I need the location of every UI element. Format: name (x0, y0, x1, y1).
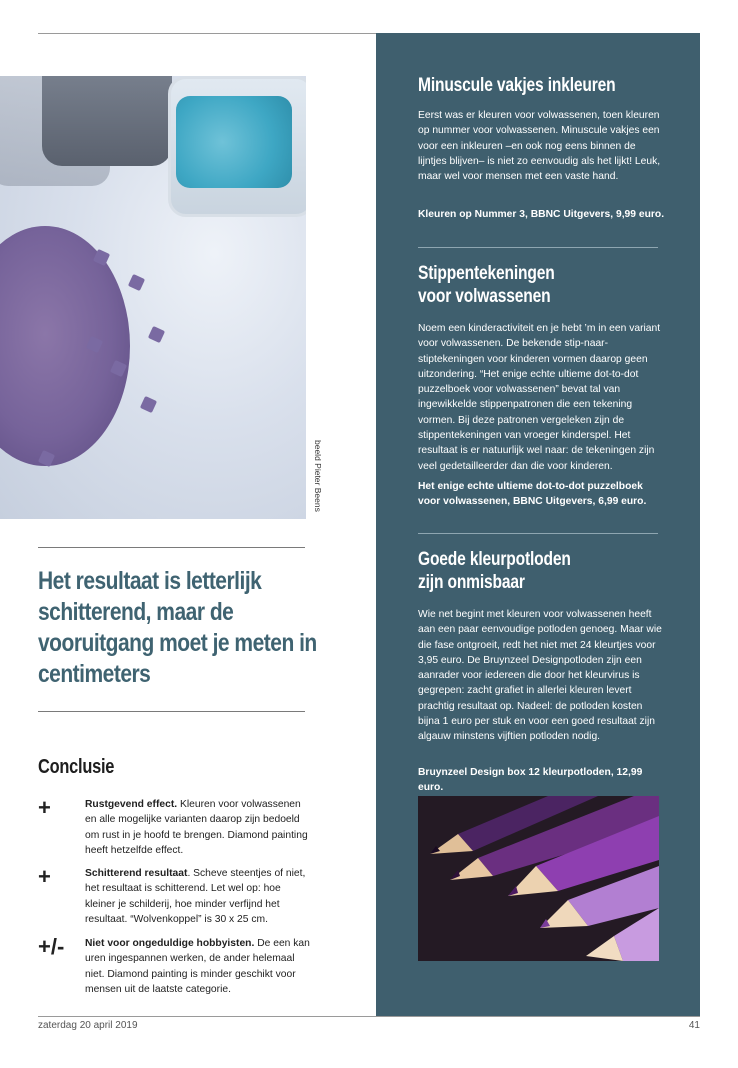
plus-icon: + (38, 864, 51, 889)
plus-minus-icon: +/- (38, 934, 65, 959)
beads-photo (0, 76, 306, 519)
blue-beads-shape (176, 96, 292, 188)
bead (128, 274, 145, 291)
pencils-photo (418, 796, 659, 961)
conclusion-item-text: Rustgevend effect. Kleuren voor volwassenen en alle mogelijke varianten daarop zijn bedoeld om rust in je hoofd te brengen. Diamond painting heeft hetzelfde effect. (85, 799, 308, 856)
pencils-illustration (418, 796, 659, 961)
section-body: Wie net begint met kleuren voor volwassenen heeft aan een paar eenvoudige potloden genoeg. Maar wie die fase ontgroeit, redt het niet met 24 kleurtjes voor 3,95 euro. De Bruynzeel Designpotloden zijn een aanrader voor iedereen die door het kleurvirus is gegrepen: zacht grafiet in allerlei kleuren levert prachtig resultaat op. Nadeel: de potloden kosten bijna 1 euro per stuk en voor een goed resultaat zijn algauw minstens vijftien potloden nodig. (418, 609, 662, 743)
quote-rule-bottom (38, 711, 305, 712)
page-number: 41 (688, 1020, 700, 1031)
section-heading: Minuscule vakjes inkleuren (418, 75, 616, 96)
photo-credit: beeld Pieter Beens (313, 440, 323, 512)
section-caption: Kleuren op Nummer 3, BBNC Uitgevers, 9,99 euro. (418, 209, 665, 220)
conclusion-item-text: Niet voor ongeduldige hobbyisten. De een kan uren ingespannen werken, de ander helemaal niet. Diamond painting is minder geschikt voor mensen uit de laatste categorie. (85, 938, 310, 995)
footer-date: zaterdag 20 april 2019 (38, 1020, 138, 1031)
bead (148, 326, 165, 343)
section-divider (418, 247, 658, 248)
pull-quote: Het resultaat is letterlijk schitterend, maar de vooruitgang moet je meten in centimeters (38, 567, 317, 688)
conclusion-item-text: Schitterend resultaat. Scheve steentjes of niet, het resultaat is schitterend. Let wel op: hoe kleiner je schilderij, hoe minder verfijnd het resultaat. “Wolvenkoppel” is 30 x 25 cm. (85, 868, 306, 925)
section-heading: Goede kleurpotloden zijn onmisbaar (418, 549, 571, 593)
section-heading: Stippentekeningen voor volwassenen (418, 263, 555, 307)
jar-shape (42, 76, 172, 166)
conclusion-heading: Conclusie (38, 756, 115, 778)
section-divider (418, 533, 658, 534)
section-body: Eerst was er kleuren voor volwassenen, toen kleuren op nummer voor volwassenen. Minuscule vakjes een voor een inkleuren –en ook nog eens binnen de lijntjes blijven– is niet zo eenvoudig als het lijkt! Leuk, maar wel voor mensen met een vaste hand. (418, 110, 661, 183)
bead (140, 396, 157, 413)
section-caption: Het enige echte ultieme dot-to-dot puzzelboek voor volwassenen, BBNC Uitgevers, 6,99 euro. (418, 481, 647, 508)
section-body: Noem een kinderactiviteit en je hebt ’m in een variant voor volwassenen. De bekende stip-naar-stiptekeningen voor kinderen vormen daarop geen uitzondering. “Het enige echte ultieme dot-to-dot puzzelboek voor volwassenen” bevat tal van ingewikkelde stippenpatronen die een tekening vormen. Bij deze patronen vergeleken zijn de stippentekeningen van vroeger kinderspel. Het resultaat is er natuurlijk wel naar: de tekeningen zijn veel gedetailleerder dan die voor kinderen. (418, 323, 661, 472)
purple-beads-heap (0, 226, 130, 466)
plus-icon: + (38, 795, 51, 820)
section-caption: Bruynzeel Design box 12 kleurpotloden, 12,99 euro. (418, 767, 643, 794)
quote-rule-top (38, 547, 305, 548)
footer-rule (38, 1016, 700, 1017)
sidebar-panel (376, 33, 700, 1016)
top-rule (38, 33, 376, 34)
